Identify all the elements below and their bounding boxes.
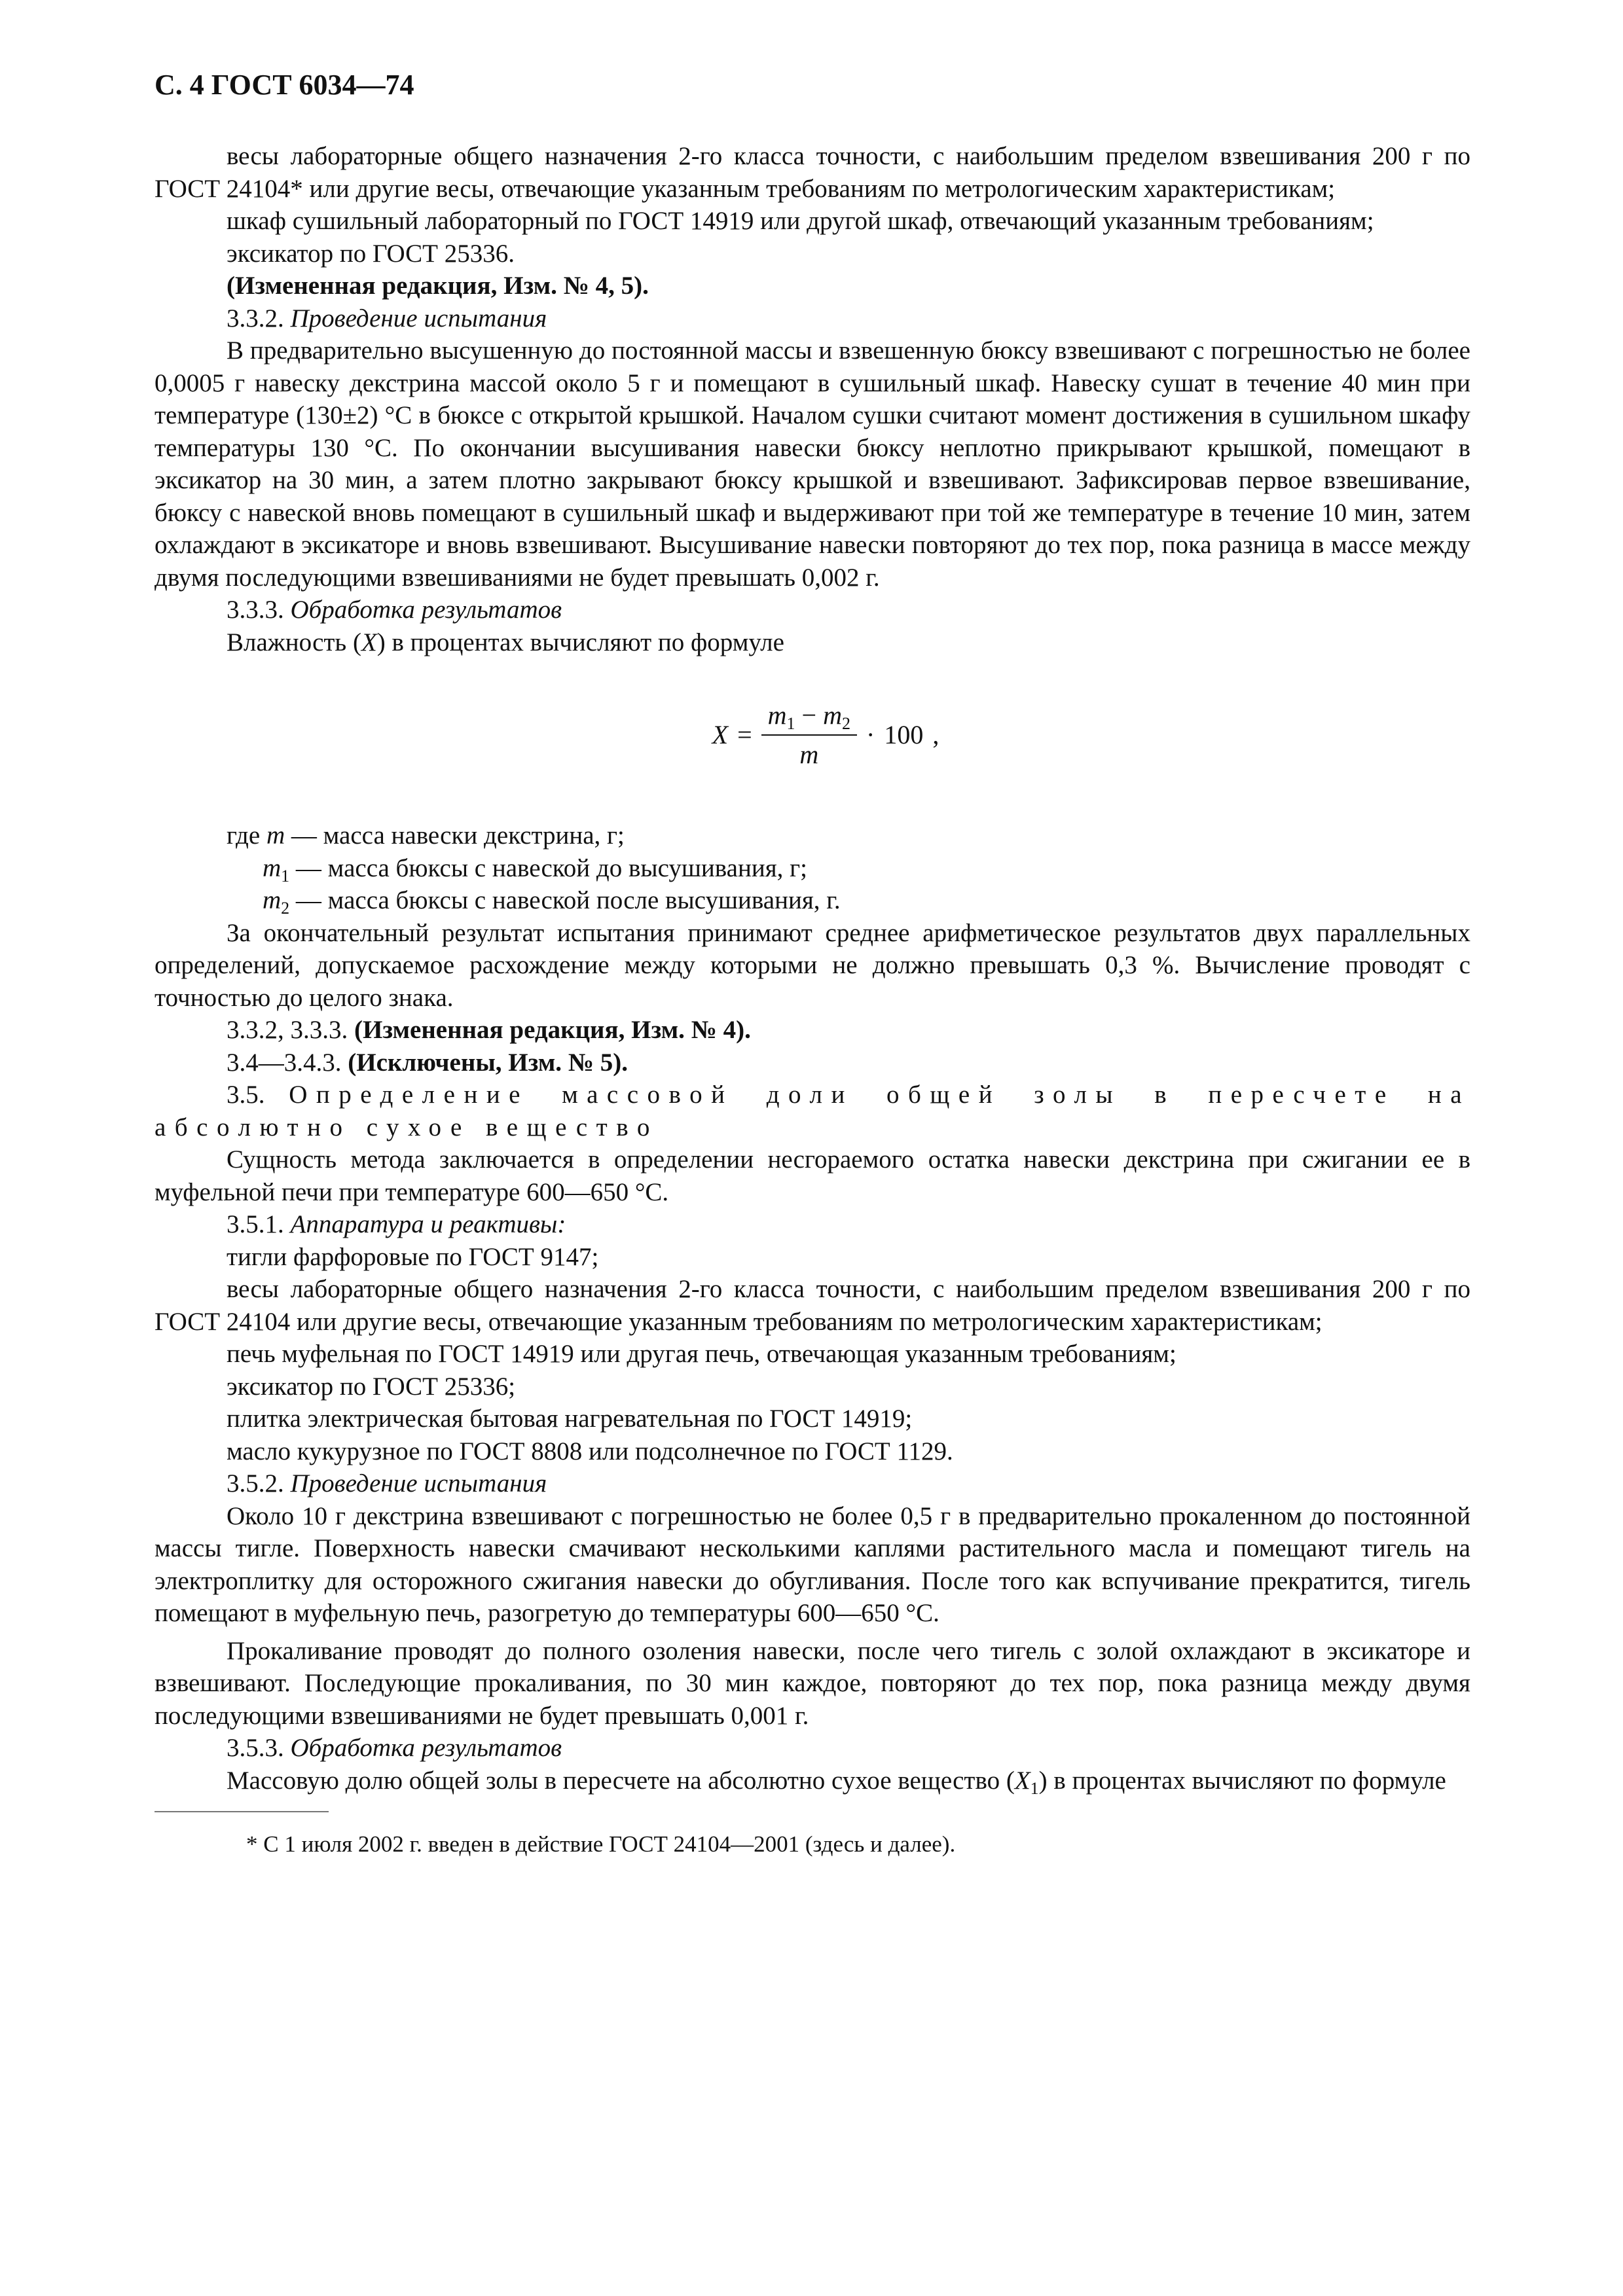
section-title: Аппаратура и реактивы: — [290, 1210, 566, 1238]
formula-numerator: $m_1 - m_2$ — [761, 699, 857, 736]
section-heading — [155, 302, 1470, 335]
paragraph: Массовую долю общей золы в пересчете на абсолютно сухое вещество $(X_1)$ в процентах вычисляют по формуле — [227, 1766, 1446, 1798]
paragraph: эксикатор по ГОСТ 25336. — [227, 239, 515, 268]
list-item: печь муфельная по ГОСТ 14919 или другая печь, отвечающая указанным требованиям; — [227, 1340, 1176, 1368]
formula-denominator: m — [799, 740, 819, 769]
paragraph: весы лабораторные общего назначения 2-го класса точности, с наибольшим пределом взвешивания 200 г по ГОСТ 24104* или другие весы, отвечающие указанным требованиям по метрологическим характеристикам; — [155, 142, 1470, 203]
section-heading — [155, 1732, 1470, 1765]
moisture-formula — [155, 699, 1470, 771]
document-body — [155, 140, 1470, 1797]
page-header: С. 4 ГОСТ 6034—74 — [155, 69, 414, 101]
footnote-divider — [155, 1811, 329, 1812]
list-item: эксикатор по ГОСТ 25336; — [227, 1372, 516, 1401]
formula-dot: · — [866, 720, 875, 750]
formula-lhs: X — [712, 720, 729, 750]
amendment-note: (Измененная редакция, Изм. № 4, 5). — [227, 272, 649, 300]
section-heading — [155, 594, 1470, 626]
section-number: 3.5.2. — [227, 1469, 284, 1498]
formula-comma: , — [932, 720, 939, 750]
document-page — [155, 65, 1470, 1859]
section-title: Проведение испытания — [290, 1469, 547, 1498]
paragraph: Прокаливание проводят до полного озоления навески, после чего тигель с золой охлаждают в эксикаторе и взвешивают. Последующие прокаливания, по 30 мин каждое, повторяют до тех пор, пока разница между двумя последующими взвешиваниями не будет превышать 0,001 г. — [155, 1636, 1470, 1730]
paragraph: За окончательный результат испытания принимают среднее арифметическое результатов двух параллельных определений, допускаемое расхождение между которыми не должно превышать 0,3 %. Вычисление проводят с точностью до целого знака. — [155, 918, 1470, 1012]
paragraph: В предварительно высушенную до постоянной массы и взвешенную бюксу взвешивают с погрешностью не более 0,0005 г навеску декстрина массой около 5 г и помещают в сушильный шкаф. Навеску сушат в течение 40 мин при температуре (130±2) °С в бюксе с открытой крышкой. Началом сушки считают момент достижения в сушильном шкафу температуры 130 °С. По окончании высушивания навески бюксу неплотно прикрывают крышкой, помещают в эксикатор на 30 мин, а затем плотно закрывают бюксу крышкой и взвешивают. Зафиксировав первое взвешивание, бюксу с навеской вновь помещают в сушильный шкаф и выдерживают при той же температуре в течение 10 мин, затем охлаждают в эксикаторе и вновь взвешивают. Высушивание навески повторяют до тех пор, пока разница в массе между двумя последующими взвешиваниями не будет превышать 0,002 г. — [155, 336, 1470, 592]
section-heading — [155, 1079, 1470, 1143]
section-title: Обработка результатов — [290, 596, 562, 624]
list-item: плитка электрическая бытовая нагревательная по ГОСТ 14919; — [227, 1405, 913, 1433]
definition-line: где m — масса навески декстрина, г; — [227, 821, 625, 850]
paragraph: Влажность (X) в процентах вычисляют по формуле — [227, 628, 784, 656]
section-number: 3.3.2. — [227, 304, 284, 332]
amendment-line: 3.3.2, 3.3.3. (Измененная редакция, Изм. № 4). — [227, 1016, 751, 1044]
definition-line: $m_2$ — масса бюксы с навеской после высушивания, г. — [263, 886, 841, 918]
section-title: Обработка результатов — [290, 1734, 562, 1762]
paragraph: Сущность метода заключается в определении несгораемого остатка навески декстрина при сжигании ее в муфельной печи при температуре 600—650 °С. — [155, 1145, 1470, 1206]
variable: X — [1014, 1766, 1030, 1795]
section-number: 3.3.3. — [227, 596, 284, 624]
section-title: Проведение испытания — [290, 304, 547, 332]
footnote: * С 1 июля 2002 г. введен в действие ГОСТ 24104—2001 (здесь и далее). — [246, 1831, 956, 1857]
paragraph: Около 10 г декстрина взвешивают с погрешностью не более 0,5 г в предварительно прокаленном до постоянной массы тигле. Поверхность навески смачивают несколькими каплями растительного масла и помещают тигель на электроплитку для осторожного сжигания навески до обугливания. После того как вспучивание прекратится, тигель помещают в муфельную печь, разогретую до температуры 600—650 °С. — [155, 1501, 1470, 1627]
formula-factor: 100 — [884, 720, 924, 750]
definition-line: $m_1$ — масса бюксы с навеской до высушивания, г; — [263, 853, 808, 886]
amendment-line: 3.4—3.4.3. (Исключены, Изм. № 5). — [227, 1048, 628, 1077]
section-number: 3.5.1. — [227, 1210, 284, 1238]
section-heading — [155, 1467, 1470, 1500]
section-number: 3.5.3. — [227, 1734, 284, 1762]
section-number: 3.5. — [227, 1081, 265, 1109]
variable: X — [361, 628, 377, 656]
list-item: тигли фарфоровые по ГОСТ 9147; — [227, 1242, 599, 1271]
section-title: Определение массовой доли общей золы в пересчете на абсолютно сухое вещество — [155, 1081, 1470, 1141]
formula-fraction — [761, 699, 857, 771]
list-item: масло кукурузное по ГОСТ 8808 или подсолнечное по ГОСТ 1129. — [227, 1437, 953, 1465]
formula-equals: = — [737, 720, 752, 750]
section-heading — [155, 1208, 1470, 1241]
paragraph: шкаф сушильный лабораторный по ГОСТ 14919 или другой шкаф, отвечающий указанным требованиям; — [227, 207, 1374, 235]
list-item: весы лабораторные общего назначения 2-го класса точности, с наибольшим пределом взвешивания 200 г по ГОСТ 24104 или другие весы, отвечающие указанным требованиям по метрологическим характеристикам; — [155, 1275, 1470, 1336]
